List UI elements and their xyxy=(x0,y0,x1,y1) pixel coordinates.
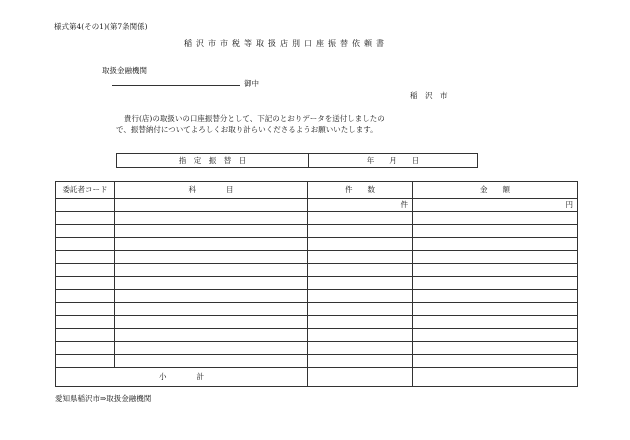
subtotal-label: 小 計 xyxy=(56,368,308,387)
amount-unit: 円 xyxy=(413,199,578,212)
table-row xyxy=(56,342,578,355)
issuer: 稲 沢 市 xyxy=(410,91,448,100)
table-row xyxy=(56,225,578,238)
table-row xyxy=(56,251,578,264)
header-consignor-code: 委託者コード xyxy=(56,182,115,199)
table-row xyxy=(56,290,578,303)
subtotal-row xyxy=(56,368,578,387)
header-amount: 金 額 xyxy=(413,182,578,199)
footer-note: 愛知県稲沢市⇒取扱金融機関 xyxy=(55,394,152,403)
form-title: 稲沢市市税等取扱店別口座振替依頼書 xyxy=(184,39,388,48)
header-item: 科 目 xyxy=(115,182,308,199)
table-row xyxy=(56,199,578,212)
body-line-2: で、振替納付についてよろしくお取り計らいくださるようお願いいたします。 xyxy=(116,125,378,134)
body-line-1: 貴行(店)の取扱いの口座振替分として、下記のとおりデータを送付しましたの xyxy=(124,114,385,123)
table-row xyxy=(56,277,578,290)
bank-name-line xyxy=(112,85,240,86)
count-unit: 件 xyxy=(308,199,413,212)
table-row xyxy=(56,316,578,329)
table-row xyxy=(56,212,578,225)
table-row xyxy=(56,303,578,316)
table-row xyxy=(56,264,578,277)
table-row xyxy=(56,355,578,368)
header-count: 件 数 xyxy=(308,182,413,199)
form-code: 様式第4(その1)(第7条関係) xyxy=(54,22,148,31)
table-row xyxy=(56,329,578,342)
bank-label: 取扱金融機関 xyxy=(102,66,147,75)
transfer-date-label: 指 定 振 替 日 xyxy=(117,154,309,168)
transfer-date-table xyxy=(116,153,478,168)
transfer-table xyxy=(55,181,578,387)
honorific: 御中 xyxy=(244,79,259,88)
table-row xyxy=(56,238,578,251)
transfer-date-value: 年 月 日 xyxy=(309,154,478,168)
table-header-row xyxy=(56,182,578,199)
